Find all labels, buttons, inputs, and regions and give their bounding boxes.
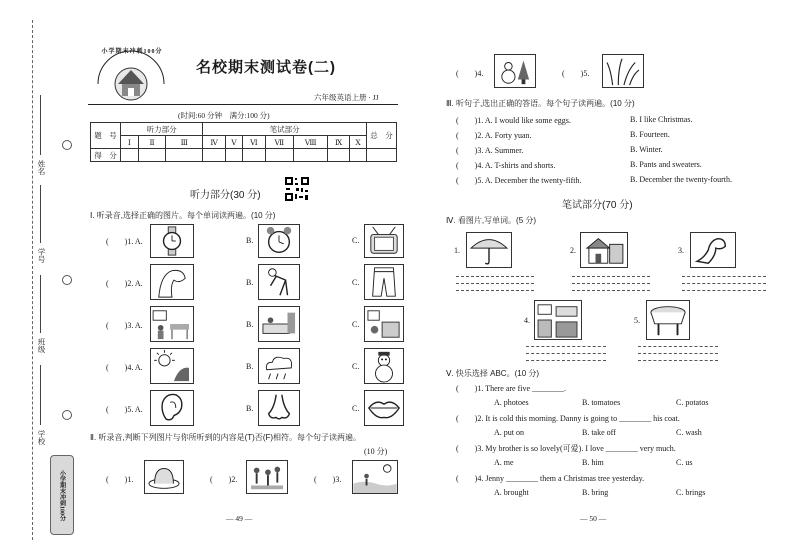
- section-4-title: Ⅳ. 看图片,写单词。(5 分): [446, 216, 537, 225]
- picture-2-label: 2.: [570, 246, 576, 255]
- picture-5-label: 5.: [634, 316, 640, 325]
- qr-code-icon[interactable]: [284, 176, 310, 202]
- numeral: Ⅲ: [166, 136, 203, 149]
- numeral: Ⅷ: [294, 136, 328, 149]
- answer-line[interactable]: [526, 353, 606, 354]
- picture-3-label: 3.: [678, 246, 684, 255]
- numeral: Ⅴ: [225, 136, 242, 149]
- tf-item-1-label: ( )1.: [106, 475, 134, 484]
- s3-question: ( )5. A. December the twenty-fifth.: [456, 176, 582, 185]
- listening-section-title: 听力部分(30 分): [190, 190, 261, 201]
- s3-question: ( )3. A. Summer.: [456, 146, 524, 155]
- total-header: 总 分: [367, 123, 397, 149]
- s5-option-c: C. wash: [676, 428, 702, 437]
- score-cell[interactable]: [350, 149, 367, 162]
- kitchen-scene-picture[interactable]: [364, 306, 404, 342]
- s3-option-b: B. Fourteen.: [630, 130, 670, 139]
- score-row-label: 得 分: [91, 149, 121, 162]
- option-c-label: C.: [352, 320, 360, 329]
- name-label: 姓名: [37, 160, 46, 175]
- sidebar-badge: 小学期末冲刺100分: [50, 455, 74, 535]
- s5-option-c: C. potatos: [676, 398, 709, 407]
- q1-label: ( )1. A.: [106, 237, 143, 246]
- answer-line[interactable]: [682, 290, 766, 291]
- answer-line[interactable]: [456, 290, 534, 291]
- nose-picture[interactable]: [258, 390, 300, 426]
- numeral: Ⅰ: [121, 136, 139, 149]
- alarm-clock-picture[interactable]: [258, 224, 300, 258]
- score-cell[interactable]: [203, 149, 226, 162]
- section-2-points: (10 分): [364, 447, 388, 456]
- answer-line[interactable]: [638, 353, 718, 354]
- house-picture[interactable]: [580, 232, 628, 268]
- answer-line[interactable]: [456, 276, 534, 277]
- s5-option-a: A. me: [494, 458, 514, 467]
- page-title: 名校期末测试卷(二): [196, 59, 336, 76]
- mouth-picture[interactable]: [364, 390, 404, 426]
- score-cell[interactable]: [294, 149, 328, 162]
- arm-muscle-picture[interactable]: [690, 232, 736, 268]
- option-b-label: B.: [246, 362, 254, 371]
- left-page: [78, 0, 408, 560]
- answer-line[interactable]: [638, 360, 718, 361]
- id-label: 学号: [37, 248, 46, 263]
- sunny-picture[interactable]: [150, 348, 194, 384]
- numeral: Ⅱ: [138, 136, 165, 149]
- numeral: Ⅵ: [242, 136, 265, 149]
- snowman-picture[interactable]: [364, 348, 404, 384]
- answer-line[interactable]: [572, 283, 650, 284]
- s3-option-b: B. Winter.: [630, 145, 663, 154]
- score-cell[interactable]: [225, 149, 242, 162]
- section-1-title: Ⅰ. 听录音,选择正确的图片。每个单词读两遍。(10 分): [90, 211, 276, 220]
- numeral: Ⅸ: [328, 136, 350, 149]
- q4-label: ( )4. A.: [106, 363, 143, 372]
- answer-line[interactable]: [526, 360, 606, 361]
- question-number-header: 题 号: [91, 123, 121, 149]
- s5-option-b: B. take off: [582, 428, 616, 437]
- section-2-title: Ⅱ. 听录音,判断下列图片与你所听到的内容是(T)否(F)相符。每个句子读两遍。: [90, 433, 362, 442]
- s3-question: ( )2. A. Forty yuan.: [456, 131, 532, 140]
- q5-label: ( )5. A.: [106, 405, 143, 414]
- hat-picture[interactable]: [144, 460, 184, 494]
- s3-question: ( )4. A. T-shirts and shorts.: [456, 161, 556, 170]
- s3-option-b: B. Pants and sweaters.: [630, 160, 702, 169]
- page-number-left: — 49 —: [226, 514, 253, 523]
- umbrella-picture[interactable]: [466, 232, 512, 268]
- option-b-label: B.: [246, 404, 254, 413]
- bedroom-scene-picture[interactable]: [258, 306, 300, 342]
- score-cell[interactable]: [242, 149, 265, 162]
- s5-option-b: B. bring: [582, 488, 609, 497]
- score-cell[interactable]: [328, 149, 350, 162]
- s3-option-b: B. I like Christmas.: [630, 115, 693, 124]
- score-cell[interactable]: [265, 149, 293, 162]
- s5-option-c: C. us: [676, 458, 693, 467]
- answer-line[interactable]: [456, 283, 534, 284]
- answer-line[interactable]: [572, 290, 650, 291]
- numeral: Ⅶ: [265, 136, 293, 149]
- option-c-label: C.: [352, 236, 360, 245]
- s3-option-b: B. December the twenty-fourth.: [630, 175, 732, 184]
- score-table: [90, 122, 397, 162]
- numeral: Ⅹ: [350, 136, 367, 149]
- s5-option-c: C. brings: [676, 488, 706, 497]
- option-b-label: B.: [246, 320, 254, 329]
- tv-picture[interactable]: [364, 224, 404, 258]
- listening-header: 听力部分: [121, 123, 203, 136]
- score-cell[interactable]: [166, 149, 203, 162]
- time-info: (时间:60 分钟 满分:100 分): [178, 111, 270, 120]
- s5-option-a: A. photoes: [494, 398, 529, 407]
- pants-picture[interactable]: [364, 264, 404, 300]
- s5-option-a: A. put on: [494, 428, 524, 437]
- beach-scene-picture[interactable]: [352, 460, 398, 494]
- q2-label: ( )2. A.: [106, 279, 143, 288]
- writing-section-title: 笔试部分(70 分): [562, 200, 633, 211]
- score-cell[interactable]: [138, 149, 165, 162]
- answer-line[interactable]: [526, 346, 606, 347]
- logo: [90, 44, 172, 106]
- person-bending-picture[interactable]: [258, 264, 300, 300]
- section-3-title: Ⅲ. 听句子,选出正确的答语。每个句子读两遍。(10 分): [446, 99, 635, 108]
- writing-header: 笔试部分: [203, 123, 367, 136]
- grade-subtitle: 六年级英语上册 · JJ: [314, 93, 379, 102]
- answer-line[interactable]: [682, 283, 766, 284]
- option-b-label: B.: [246, 278, 254, 287]
- s5-option-b: B. him: [582, 458, 604, 467]
- class-label: 班级: [37, 338, 46, 353]
- binding-sidebar: [0, 0, 78, 560]
- s5-option-a: A. brought: [494, 488, 529, 497]
- children-playing-picture[interactable]: [246, 460, 288, 494]
- logo-text: 小学期末冲刺100分: [101, 49, 163, 55]
- answer-line[interactable]: [682, 276, 766, 277]
- tf-item-3-label: ( )3.: [314, 475, 342, 484]
- option-c-label: C.: [352, 404, 360, 413]
- s3-question: ( )1. A. I would like some eggs.: [456, 116, 571, 125]
- ear-picture[interactable]: [150, 390, 194, 426]
- tf-item-2-label: ( )2.: [210, 475, 238, 484]
- section-5-title: Ⅴ. 快乐选择 ABC。(10 分): [446, 369, 540, 378]
- watch-picture[interactable]: [150, 224, 194, 258]
- s5-question: ( )4. Jenny ________ them a Christmas tree yesterday.: [456, 474, 645, 483]
- q3-label: ( )3. A.: [106, 321, 143, 330]
- picture-1-label: 1.: [454, 246, 460, 255]
- numeral: Ⅳ: [203, 136, 226, 149]
- s5-option-b: B. tomatoes: [582, 398, 621, 407]
- option-c-label: C.: [352, 362, 360, 371]
- table-picture[interactable]: [646, 300, 690, 340]
- s5-question: ( )3. My brother is so lovely(可爱). I love ________ very much.: [456, 444, 676, 453]
- snowman-tree-picture[interactable]: [494, 54, 536, 88]
- answer-line[interactable]: [638, 346, 718, 347]
- tf-item-5-label: ( )5.: [562, 69, 590, 78]
- kitchen-picture[interactable]: [534, 300, 582, 340]
- page-number-right: — 50 —: [580, 514, 607, 523]
- school-label: 学校: [37, 430, 46, 445]
- weather-picture[interactable]: [258, 348, 300, 384]
- s5-question: ( )1. There are five ________.: [456, 384, 567, 393]
- grass-picture[interactable]: [602, 54, 644, 88]
- picture-4-label: 4.: [524, 316, 530, 325]
- answer-line[interactable]: [572, 276, 650, 277]
- score-cell[interactable]: [367, 149, 397, 162]
- arm-picture[interactable]: [150, 264, 194, 300]
- option-b-label: B.: [246, 236, 254, 245]
- score-cell[interactable]: [121, 149, 139, 162]
- s5-question: ( )2. It is cold this morning. Danny is going to ________ his coat.: [456, 414, 680, 423]
- classroom-scene-picture[interactable]: [150, 306, 194, 342]
- option-c-label: C.: [352, 278, 360, 287]
- tf-item-4-label: ( )4.: [456, 69, 484, 78]
- right-page: [438, 0, 788, 560]
